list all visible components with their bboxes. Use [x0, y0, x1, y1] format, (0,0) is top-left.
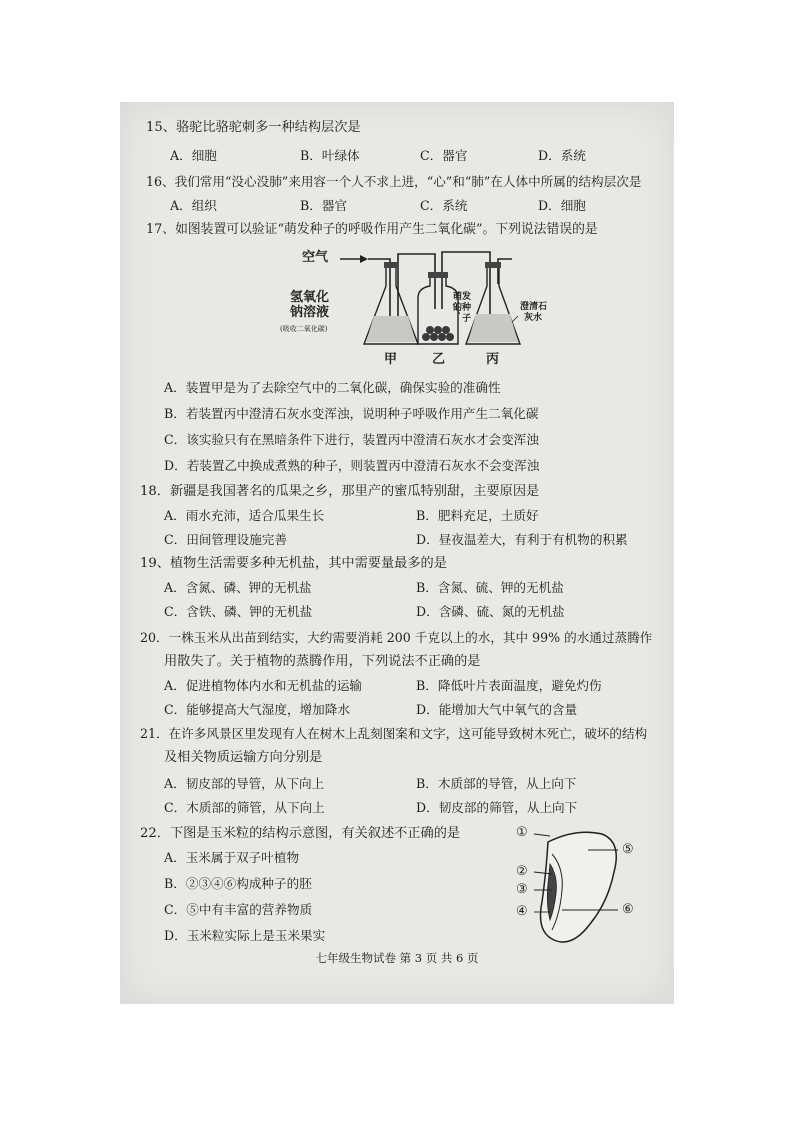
question-15-stem: 15、骆驼比骆驼刺多一种结构层次是 [146, 120, 361, 135]
q21-option-c: C．木质部的筛管，从下向上 [164, 800, 325, 815]
naoh-label-line2: 钠溶液 [290, 305, 330, 320]
naoh-note-label: (吸收二氧化碳) [280, 325, 328, 333]
q21-option-b: B．木质部的导管，从上向下 [416, 776, 577, 791]
q22-option-d: D．玉米粒实际上是玉米果实 [164, 928, 326, 943]
q15-option-c: C．器官 [420, 148, 468, 163]
kernel-label-6: ⑥ [622, 902, 634, 917]
exam-page [120, 102, 674, 1004]
flask-bing-label: 丙 [486, 352, 500, 367]
air-label: 空气 [302, 250, 329, 265]
question-22-stem: 22．下图是玉米粒的结构示意图，有关叙述不正确的是 [140, 826, 461, 841]
naoh-label-line1: 氢氧化 [290, 290, 330, 305]
corn-kernel-figure [506, 824, 656, 954]
bottle-yi-label: 乙 [432, 352, 446, 367]
q17-option-d: D．若装置乙中换成煮熟的种子，则装置丙中澄清石灰水不会变浑浊 [164, 458, 540, 473]
q19-option-a: A．含氮、磷、钾的无机盐 [164, 580, 312, 595]
question-21-stem-line2: 及相关物质运输方向分别是 [164, 750, 323, 765]
q15-option-d: D．系统 [538, 148, 586, 163]
kernel-label-3: ③ [516, 882, 528, 897]
q18-option-b: B．肥料充足，土质好 [416, 508, 539, 523]
kernel-label-5: ⑤ [622, 842, 634, 857]
q21-option-d: D．韧皮部的筛管，从上向下 [416, 800, 578, 815]
question-19-stem: 19、植物生活需要多种无机盐，其中需要量最多的是 [140, 556, 447, 571]
question-17-stem: 17、如图装置可以验证“萌发种子的呼吸作用产生二氧化碳”。下列说法错误的是 [146, 222, 598, 237]
q17-option-b: B．若装置丙中澄清石灰水变浑浊，说明种子呼吸作用产生二氧化碳 [164, 406, 539, 421]
question-20-stem-line2: 用散失了。关于植物的蒸腾作用，下列说法不正确的是 [164, 654, 481, 669]
apparatus-figure [280, 244, 590, 374]
q20-option-a: A．促进植物体内水和无机盐的运输 [164, 678, 363, 693]
q20-option-d: D．能增加大气中氧气的含量 [416, 702, 578, 717]
kernel-label-1: ① [516, 825, 528, 840]
q16-option-b: B．器官 [300, 198, 348, 213]
q20-option-b: B．降低叶片表面温度，避免灼伤 [416, 678, 602, 693]
q17-option-a: A．装置甲是为了去除空气中的二氧化碳，确保实验的准确性 [164, 380, 501, 395]
seed-label-line2: 的种 [453, 303, 472, 313]
q15-option-b: B．叶绿体 [300, 148, 360, 163]
q22-option-a: A．玉米属于双子叶植物 [164, 850, 300, 865]
seed-label-line3: 子 [462, 314, 472, 324]
kernel-label-4: ④ [516, 904, 528, 919]
q16-option-a: A．组织 [170, 198, 217, 213]
q18-option-d: D．昼夜温差大，有利于有机物的积累 [416, 532, 628, 547]
q19-option-c: C．含铁、磷、钾的无机盐 [164, 604, 313, 619]
q22-option-b: B．②③④⑥构成种子的胚 [164, 876, 312, 891]
page-footer: 七年级生物试卷 第 3 页 共 6 页 [315, 951, 479, 965]
q16-option-c: C．系统 [420, 198, 468, 213]
question-16-stem: 16、我们常用“没心没肺”来用容一个人不求上进，“心”和“肺”在人体中所属的结构层次是 [146, 174, 642, 189]
q16-option-d: D．细胞 [538, 198, 586, 213]
q22-option-c: C．⑤中有丰富的营养物质 [164, 902, 313, 917]
flask-jia-label: 甲 [384, 352, 398, 367]
limewater-label-line2: 灰水 [524, 313, 543, 323]
question-20-stem-line1: 20．一株玉米从出苗到结实，大约需要消耗 200 千克以上的水，其中 99% 的水通过蒸腾作 [140, 630, 653, 645]
seed-label-line1: 萌发 [453, 292, 472, 302]
q19-option-d: D．含磷、硫、氮的无机盐 [416, 604, 565, 619]
q18-option-c: C．田间管理设施完善 [164, 532, 287, 547]
q20-option-c: C．能够提高大气湿度，增加降水 [164, 702, 350, 717]
question-18-stem: 18．新疆是我国著名的瓜果之乡，那里产的蜜瓜特别甜，主要原因是 [140, 484, 540, 499]
limewater-label-line1: 澄清石 [520, 302, 548, 312]
kernel-label-2: ② [516, 864, 528, 879]
question-21-stem-line1: 21．在许多风景区里发现有人在树木上乱刻图案和文字，这可能导致树木死亡，破坏的结构 [140, 726, 648, 741]
q19-option-b: B．含氮、硫、钾的无机盐 [416, 580, 564, 595]
q21-option-a: A．韧皮部的导管，从下向上 [164, 776, 325, 791]
q18-option-a: A．雨水充沛，适合瓜果生长 [164, 508, 325, 523]
q15-option-a: A．细胞 [170, 148, 217, 163]
q17-option-c: C．该实验只有在黑暗条件下进行，装置丙中澄清石灰水才会变浑浊 [164, 432, 539, 447]
